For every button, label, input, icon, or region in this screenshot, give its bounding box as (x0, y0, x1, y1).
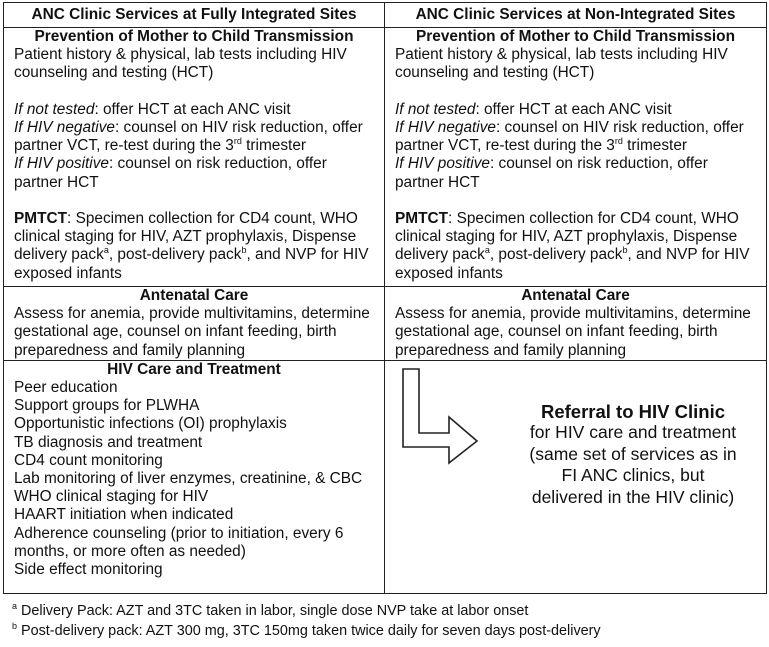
header-fully-integrated: ANC Clinic Services at Fully Integrated Sites (4, 3, 385, 28)
pmtct-cell-fi (4, 28, 385, 287)
pmtct-negative: If HIV negative: counsel on HIV risk reduction, offer partner VCT, re-test during the 3rd trimester (395, 119, 744, 155)
referral-title: Referral to HIV Clinic (540, 400, 725, 422)
list-item: Lab monitoring of liver enzymes, creatinine, & CBC (14, 470, 363, 488)
pmtct-cell-ni (385, 28, 767, 287)
antenatal-title: Antenatal Care (521, 287, 630, 304)
referral-line-3: FI ANC clinics, but (561, 465, 705, 486)
pmtct-history: Patient history & physical, lab tests including HIV counseling and testing (HCT) (14, 46, 347, 82)
antenatal-row (4, 287, 767, 361)
list-item: Side effect monitoring (14, 561, 163, 579)
referral-text (503, 401, 763, 509)
list-item: Adherence counseling (prior to initiation, every 6 months, or more often as needed) (14, 524, 344, 560)
footnote-a: $^a$ Delivery Pack: AZT and 3TC taken in labor, single dose NVP take at labor onset (12, 601, 529, 619)
pmtct-title: Prevention of Mother to Child Transmission (34, 28, 354, 45)
hiv-care-title: HIV Care and Treatment (107, 360, 281, 378)
list-item: Peer education (14, 379, 118, 397)
pmtct-positive: If HIV positive: counsel on risk reduction, offer partner HCT (14, 155, 327, 191)
pmtct-not-tested: If not tested: offer HCT at each ANC visit (395, 100, 672, 118)
antenatal-cell-ni (385, 287, 767, 361)
list-item: CD4 count monitoring (14, 451, 163, 469)
referral-line-1: for HIV care and treatment (529, 422, 737, 443)
pmtct-services: PMTCT: Specimen collection for CD4 count, WHO clinical staging for HIV, AZT prophylaxis, Dispense delivery pack$^a$, post-delivery pack$^b$, and NVP for HIV exposed infants (395, 210, 750, 282)
list-item: TB diagnosis and treatment (14, 433, 203, 451)
pmtct-services: PMTCT: Specimen collection for CD4 count, WHO clinical staging for HIV, AZT prophylaxis, Dispense delivery pack$^a$, post-delivery pack$^b$, and NVP for HIV exposed infants (14, 210, 369, 282)
header-row (4, 3, 767, 28)
right-arrow-icon (399, 367, 479, 465)
list-item: Support groups for PLWHA (14, 397, 200, 415)
header-non-integrated: ANC Clinic Services at Non-Integrated Sites (385, 3, 767, 28)
list-item: Opportunistic infections (OI) prophylaxis (14, 415, 287, 433)
list-item: WHO clinical staging for HIV (14, 488, 209, 506)
antenatal-text: Assess for anemia, provide multivitamins, determine gestational age, counsel on infant feeding, birth preparedness and family planning (395, 305, 751, 359)
referral-line-2: (same set of services as in (529, 443, 737, 464)
services-table (3, 2, 767, 594)
antenatal-text: Assess for anemia, provide multivitamins, determine gestational age, counsel on infant feeding, birth preparedness and family planning (14, 305, 370, 359)
footnote-b: $^b$ Post-delivery pack: AZT 300 mg, 3TC 150mg taken twice daily for seven days post-delivery (12, 621, 601, 639)
pmtct-row (4, 28, 767, 287)
hiv-care-cell-fi (4, 360, 385, 593)
list-item: HAART initiation when indicated (14, 506, 234, 524)
pmtct-negative: If HIV negative: counsel on HIV risk reduction, offer partner VCT, re-test during the 3rd trimester (14, 119, 363, 155)
referral-box (395, 361, 756, 593)
pmtct-title: Prevention of Mother to Child Transmission (416, 28, 735, 45)
pmtct-not-tested: If not tested: offer HCT at each ANC visit (14, 100, 291, 118)
antenatal-title: Antenatal Care (139, 287, 249, 304)
hiv-care-row (4, 360, 767, 593)
pmtct-positive: If HIV positive: counsel on risk reduction, offer partner HCT (395, 155, 708, 191)
antenatal-cell-fi (4, 287, 385, 361)
referral-line-4: delivered in the HIV clinic) (531, 486, 735, 507)
referral-cell (385, 360, 767, 593)
pmtct-history: Patient history & physical, lab tests including HIV counseling and testing (HCT) (395, 46, 728, 82)
